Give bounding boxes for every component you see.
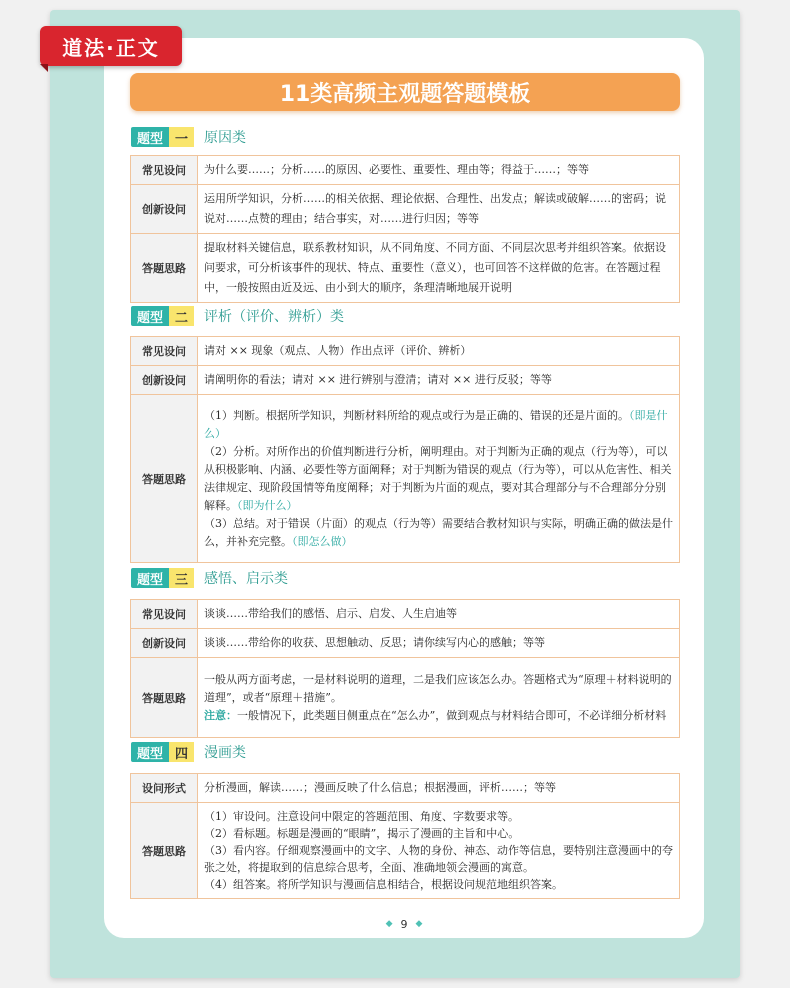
note-text: 一般情况下，此类题目侧重点在“怎么办”，做到观点与材料结合即可，不必详细分析材料	[237, 708, 667, 722]
diamond-icon: ◆	[385, 919, 393, 929]
table-row	[131, 366, 680, 395]
section-header-3	[131, 568, 288, 588]
subject-tag: 道法·正文	[40, 26, 182, 66]
step-judge-hint: （即是什么）	[204, 408, 668, 440]
row-text: 谈谈……带给我们的感悟、启示、启发、人生启迪等	[198, 600, 680, 629]
row-label: 创新设问	[131, 185, 198, 234]
row-text: 运用所学知识，分析……的相关依据、理论依据、合理性、出发点；解读或破解……的密码；说说对……点赞的理由；结合事实，对……进行归因；等等	[198, 185, 680, 234]
step-judge: （1）判断。根据所学知识，判断材料所给的观点或行为是正确的、错误的还是片面的。	[204, 408, 629, 422]
section-title: 感悟、启示类	[204, 571, 289, 587]
diamond-icon: ◆	[415, 919, 423, 929]
page-title: 11类高频主观题答题模板	[130, 73, 680, 111]
section-number: 二	[169, 306, 194, 326]
tag-fold	[40, 64, 48, 72]
step-summary-hint: （即怎么做）	[292, 534, 353, 548]
table-row	[131, 185, 680, 234]
row-text	[198, 395, 680, 563]
row-label: 答题思路	[131, 658, 198, 738]
step-read-question: （1）审设问。注意设问中限定的答题范围、角度、字数要求等。	[204, 810, 519, 823]
answer-format: 一般从两方面考虑，一是材料说明的道理，二是我们应该怎么办。答题格式为“原理＋材料说明的道理”，或者“原理＋措施”。	[204, 672, 672, 704]
page-footer	[104, 914, 704, 934]
row-label: 常见设问	[131, 337, 198, 366]
section-header-4	[131, 742, 246, 762]
row-text: 请阐明你的看法；请对 ×× 进行辨别与澄清；请对 ×× 进行反驳；等等	[198, 366, 680, 395]
page-number: 9	[400, 917, 408, 931]
row-text	[198, 658, 680, 738]
section-header-2	[131, 306, 344, 326]
section-number: 一	[169, 127, 194, 147]
row-label: 常见设问	[131, 156, 198, 185]
step-compose-answer: （4）组答案。将所学知识与漫画信息相结合，根据设问规范地组织答案。	[204, 878, 563, 891]
table-row	[131, 658, 680, 738]
step-read-content: （3）看内容。仔细观察漫画中的文字、人物的身份、神态、动作等信息，要特别注意漫画中的夸张之处，将提取到的信息综合思考，全面、准确地领会漫画的寓意。	[204, 844, 673, 874]
row-text	[198, 803, 680, 899]
row-text: 请对 ×× 现象（观点、人物）作出点评（评价、辨析）	[198, 337, 680, 366]
row-text: 为什么要……；分析……的原因、必要性、重要性、理由等；得益于……；等等	[198, 156, 680, 185]
section-table-1	[130, 155, 680, 303]
section-table-4	[130, 773, 680, 899]
section-label: 题型	[131, 742, 169, 762]
section-label: 题型	[131, 306, 169, 326]
table-row	[131, 803, 680, 899]
section-table-3	[130, 599, 680, 738]
row-label: 设问形式	[131, 774, 198, 803]
section-header-1	[131, 127, 246, 147]
table-row	[131, 234, 680, 303]
table-row	[131, 395, 680, 563]
table-row	[131, 337, 680, 366]
row-label: 答题思路	[131, 234, 198, 303]
row-label: 常见设问	[131, 600, 198, 629]
table-row	[131, 629, 680, 658]
row-text: 提取材料关键信息，联系教材知识，从不同角度、不同方面、不同层次思考并组织答案。依据设问要求，可分析该事件的现状、特点、重要性（意义），也可回答不这样做的危害。在答题过程中，一般按照由近及远、由小到大的顺序，条理清晰地展开说明	[198, 234, 680, 303]
section-label: 题型	[131, 568, 169, 588]
section-title: 漫画类	[204, 745, 247, 761]
row-label: 创新设问	[131, 629, 198, 658]
note-label: 注意：	[204, 708, 237, 722]
section-number: 四	[169, 742, 194, 762]
row-label: 创新设问	[131, 366, 198, 395]
step-summary: （3）总结。对于错误（片面）的观点（行为等）需要结合教材知识与实际，明确正确的做法是什么，并补充完整。	[204, 516, 673, 548]
table-row	[131, 156, 680, 185]
section-number: 三	[169, 568, 194, 588]
section-title: 原因类	[204, 130, 247, 146]
row-label: 答题思路	[131, 803, 198, 899]
row-text: 分析漫画，解读……；漫画反映了什么信息；根据漫画，评析……；等等	[198, 774, 680, 803]
step-analyze: （2）分析。对所作出的价值判断进行分析，阐明理由。对于判断为正确的观点（行为等），可以从积极影响、内涵、必要性等方面阐释；对于判断为错误的观点（行为等），可以从危害性、相关法律规定、现阶段国情等角度阐释；对于判断为片面的观点，要对其合理部分与不合理部分分别解释。	[204, 444, 672, 512]
row-text: 谈谈……带给你的收获、思想触动、反思；请你续写内心的感触；等等	[198, 629, 680, 658]
table-row	[131, 600, 680, 629]
section-table-2	[130, 336, 680, 563]
step-read-title: （2）看标题。标题是漫画的“眼睛”，揭示了漫画的主旨和中心。	[204, 827, 520, 840]
step-analyze-hint: （即为什么）	[237, 498, 298, 512]
table-row	[131, 774, 680, 803]
section-title: 评析（评价、辨析）类	[204, 309, 345, 325]
row-label: 答题思路	[131, 395, 198, 563]
section-label: 题型	[131, 127, 169, 147]
